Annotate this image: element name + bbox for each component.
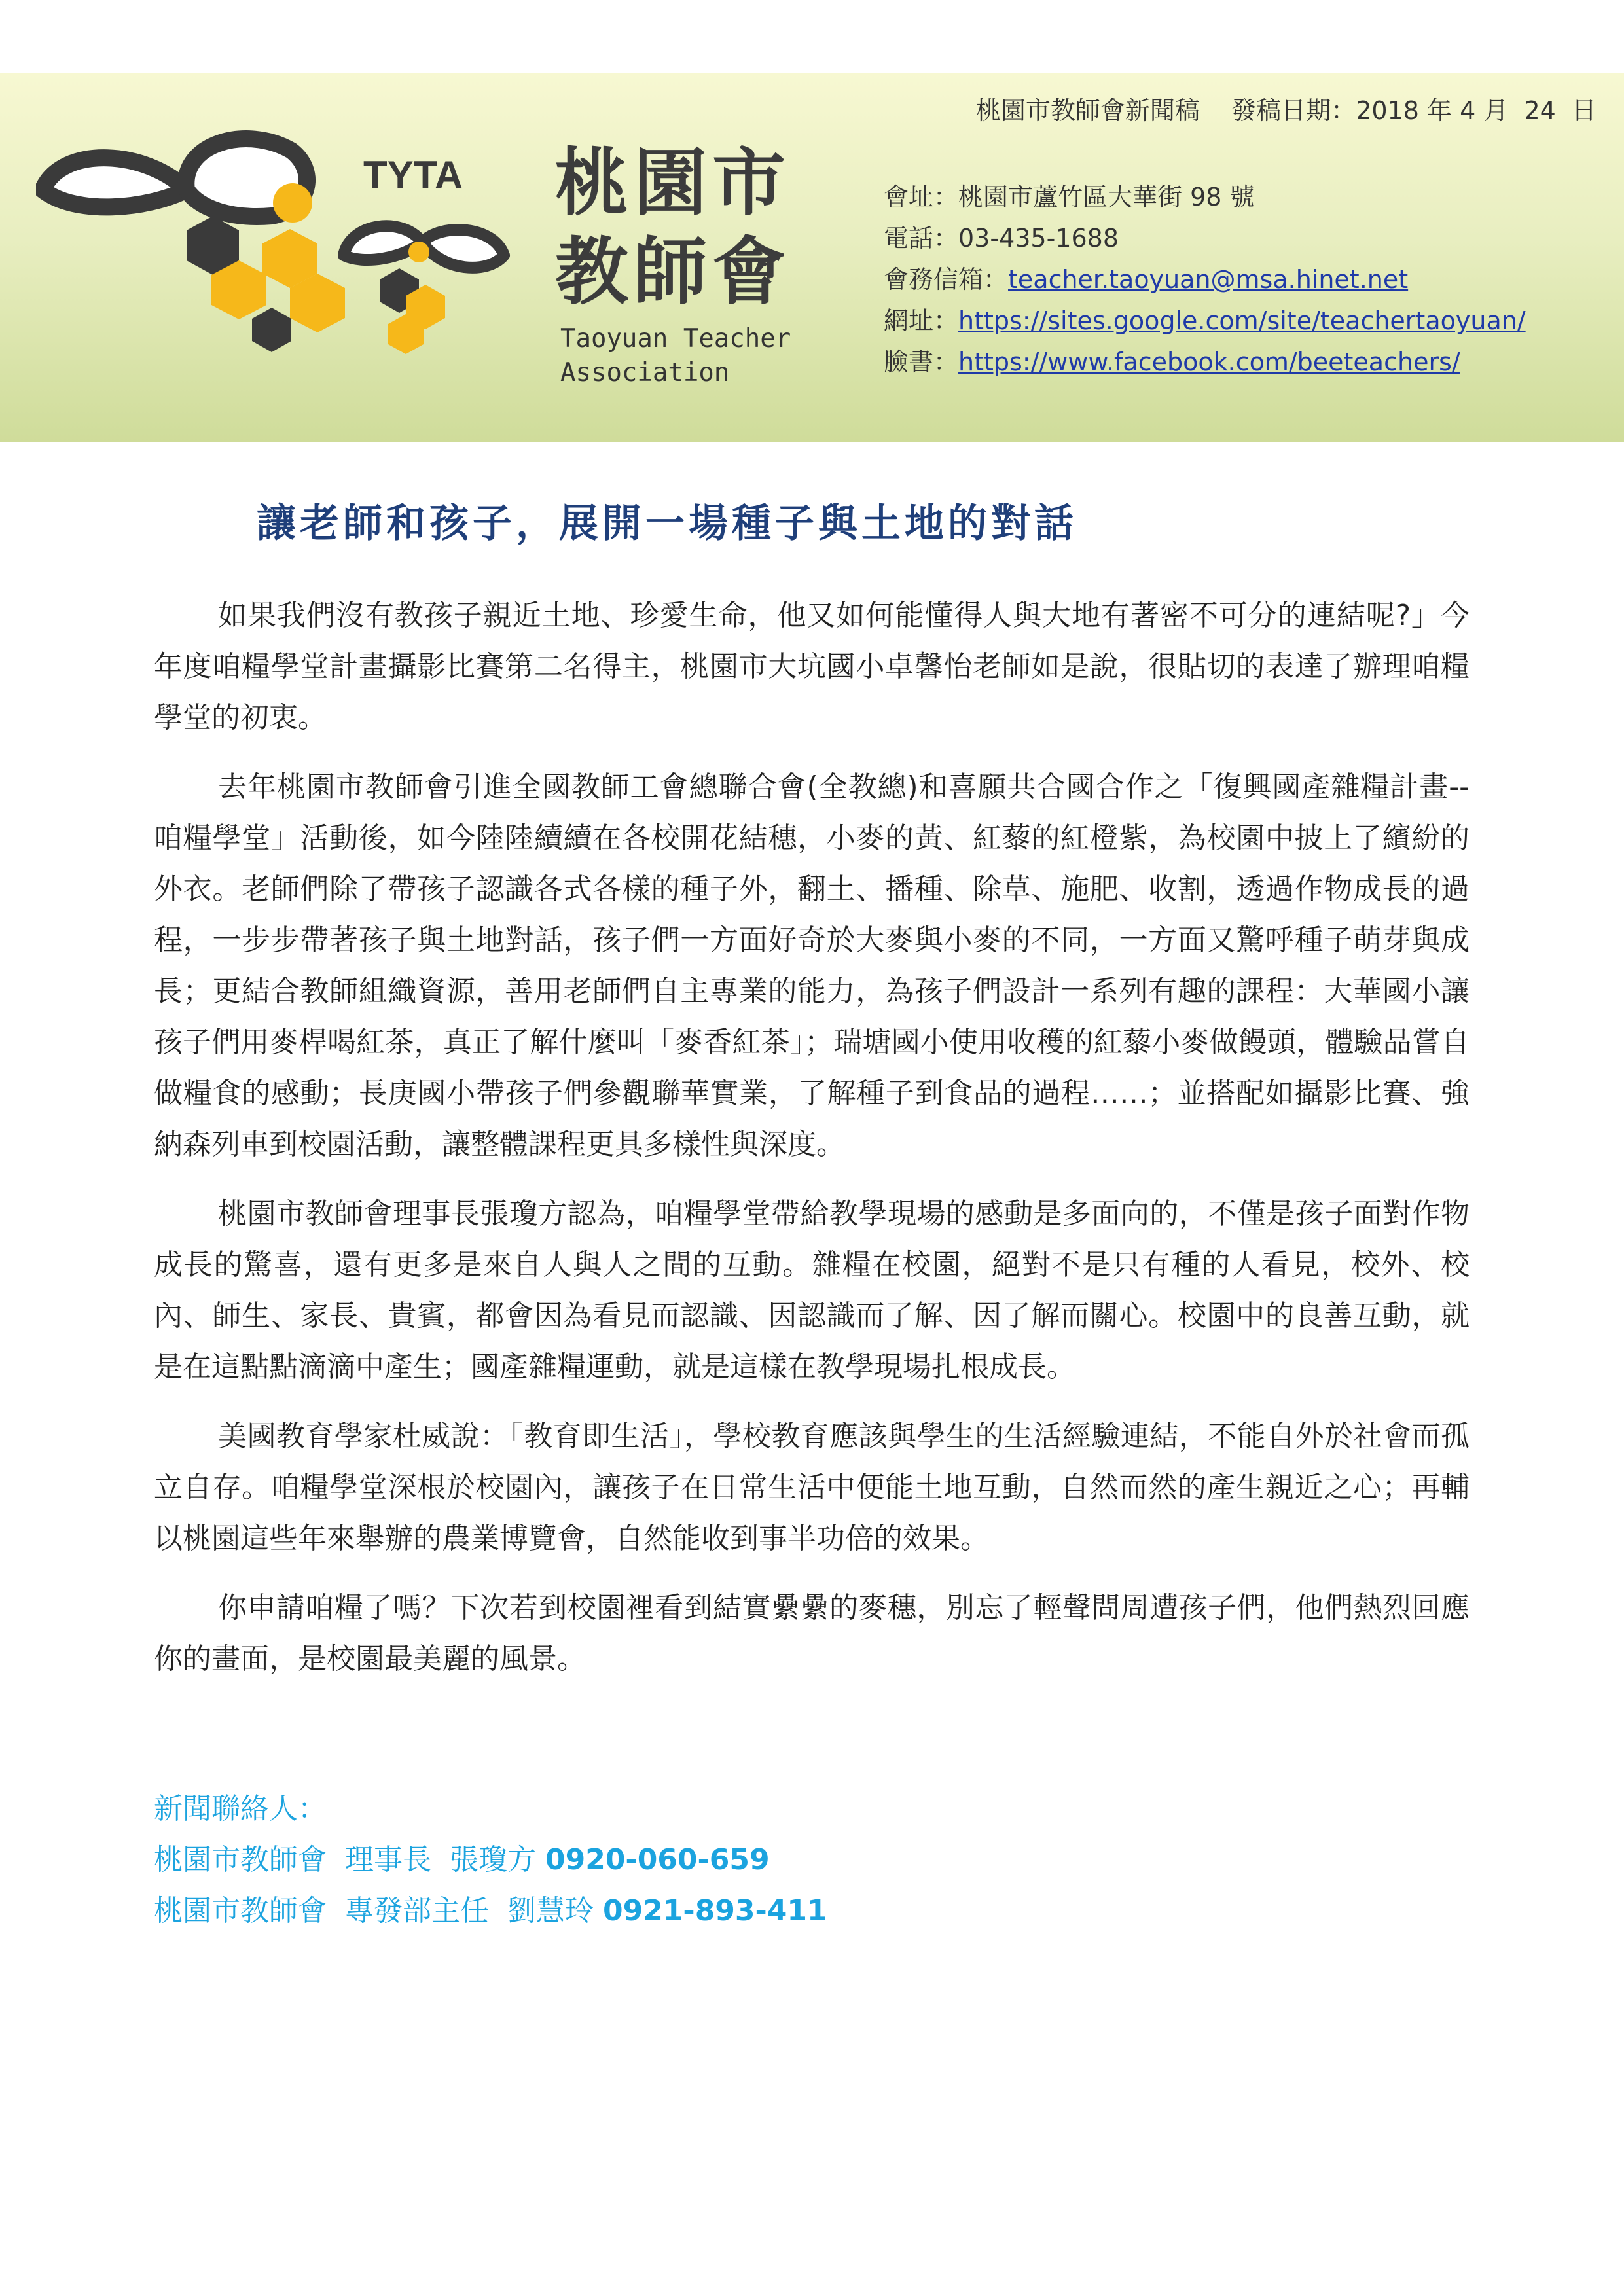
bee-eye — [273, 183, 312, 223]
release-date-line: 桃園市教師會新聞稿 發稿日期：2018 年 4 月 24 日 — [975, 96, 1597, 125]
address-label: 會址： — [884, 183, 959, 211]
website-row — [884, 300, 1526, 342]
news-contact-person-1 — [154, 1835, 827, 1886]
article-paragraph-2: 去年桃園市教師會引進全國教師工會總聯合會(全教總)和喜願共合國合作之「復興國產雜糧計畫--咱糧學堂」活動後，如今陸陸續續在各校開花結穗，小麥的黃、紅藜的紅橙紫，為校園中披上了繽紛的外衣。老師們除了帶孩子認識各式各樣的種子外，翻土、播種、除草、施肥、收割，透過作物成長的過程，一步步帶著孩子與土地對話，孩子們一方面好奇於大麥與小麥的不同，一方面又驚呼種子萌芽與成長；更結合教師組織資源，善用老師們自主專業的能力，為孩子們設計一系列有趣的課程：大華國小讓孩子們用麥桿喝紅茶，真正了解什麼叫「麥香紅茶」；瑞塘國小使用收穫的紅藜小麥做饅頭，體驗品嘗自做糧食的感動；長庚國小帶孩子們參觀聯華實業，了解種子到食品的過程……；並搭配如攝影比賽、強納森列車到校園活動，讓整體課程更具多樣性與深度。 — [154, 770, 1470, 1161]
website-link[interactable]: https://sites.google.com/site/teachertaoyuan/ — [958, 306, 1526, 335]
small-bee-eye — [408, 242, 429, 262]
contact-phone: 0920-060-659 — [545, 1843, 770, 1876]
news-contact-block — [154, 1784, 827, 1937]
org-en-line1: Taoyuan Teacher — [560, 324, 791, 353]
contact-title: 專發部主任 — [344, 1894, 489, 1928]
news-contact-heading: 新聞聯絡人： — [154, 1792, 327, 1825]
address-row — [884, 177, 1526, 218]
facebook-link[interactable]: https://www.facebook.com/beeteachers/ — [958, 348, 1460, 376]
email-label: 會務信箱： — [884, 265, 1009, 294]
bee-wing-left — [43, 158, 187, 207]
article-title: 讓老師和孩子，展開一場種子與土地的對話 — [257, 501, 1077, 547]
org-english-name — [560, 322, 791, 390]
news-contact-person-2 — [154, 1886, 827, 1937]
article-paragraph-3: 桃園市教師會理事長張瓊方認為，咱糧學堂帶給教學現場的感動是多面向的，不僅是孩子面對作物成長的驚喜，還有更多是來自人與人之間的互動。雜糧在校園，絕對不是只有種的人看見，校外、校內、師生、家長、貴賓，都會因為看見而認識、因認識而了解、因了解而關心。校園中的良善互動，就是在這點點滴滴中產生；國產雜糧運動，就是這樣在教學現場扎根成長。 — [154, 1197, 1470, 1384]
org-name-line2: 教師會 — [555, 230, 791, 315]
facebook-row — [884, 342, 1526, 383]
email-row — [884, 259, 1526, 300]
article-paragraph-5: 你申請咱糧了嗎？下次若到校園裡看到結實纍纍的麥穗，別忘了輕聲問周遭孩子們，他們熱烈回應你的畫面，是校園最美麗的風景。 — [154, 1591, 1470, 1676]
article-body — [154, 590, 1470, 1703]
website-label: 網址： — [884, 306, 959, 335]
contact-name: 劉慧玲 — [507, 1894, 594, 1928]
contact-org: 桃園市教師會 — [154, 1894, 327, 1928]
hex-5 — [252, 308, 291, 352]
contact-org: 桃園市教師會 — [154, 1843, 327, 1876]
address-value: 桃園市蘆竹區大華街 98 號 — [958, 183, 1255, 211]
contact-name: 張瓊方 — [449, 1843, 536, 1876]
tyta-bee-logo — [36, 105, 533, 380]
phone-value: 03-435-1688 — [958, 224, 1119, 253]
email-link[interactable]: teacher.taoyuan@msa.hinet.net — [1008, 265, 1409, 294]
phone-row — [884, 218, 1526, 259]
article-paragraph-1: 如果我們沒有教孩子親近土地、珍愛生命，他又如何能懂得人與大地有著密不可分的連結呢?」今年度咱糧學堂計畫攝影比賽第二名得主，桃園市大坑國小卓馨怡老師如是說，很貼切的表達了辦理咱糧學堂的初衷。 — [154, 599, 1470, 734]
org-name-line1: 桃園市 — [555, 141, 791, 226]
logo-abbr: TYTA — [363, 153, 463, 197]
contact-info — [884, 177, 1526, 383]
phone-label: 電話： — [884, 224, 959, 253]
small-bee-wing-right — [422, 230, 504, 268]
org-name — [555, 139, 791, 317]
contact-title: 理事長 — [344, 1843, 431, 1876]
article-paragraph-4: 美國教育學家杜威說：「教育即生活」，學校教育應該與學生的生活經驗連結，不能自外於社會而孤立自存。咱糧學堂深根於校園內，讓孩子在日常生活中便能土地互動，自然而然的產生親近之心；再輔以桃園這些年來舉辦的農業博覽會，自然能收到事半功倍的效果。 — [154, 1420, 1470, 1555]
contact-phone: 0921-893-411 — [602, 1894, 827, 1928]
org-en-line2: Association — [560, 358, 730, 387]
facebook-label: 臉書： — [884, 348, 959, 376]
